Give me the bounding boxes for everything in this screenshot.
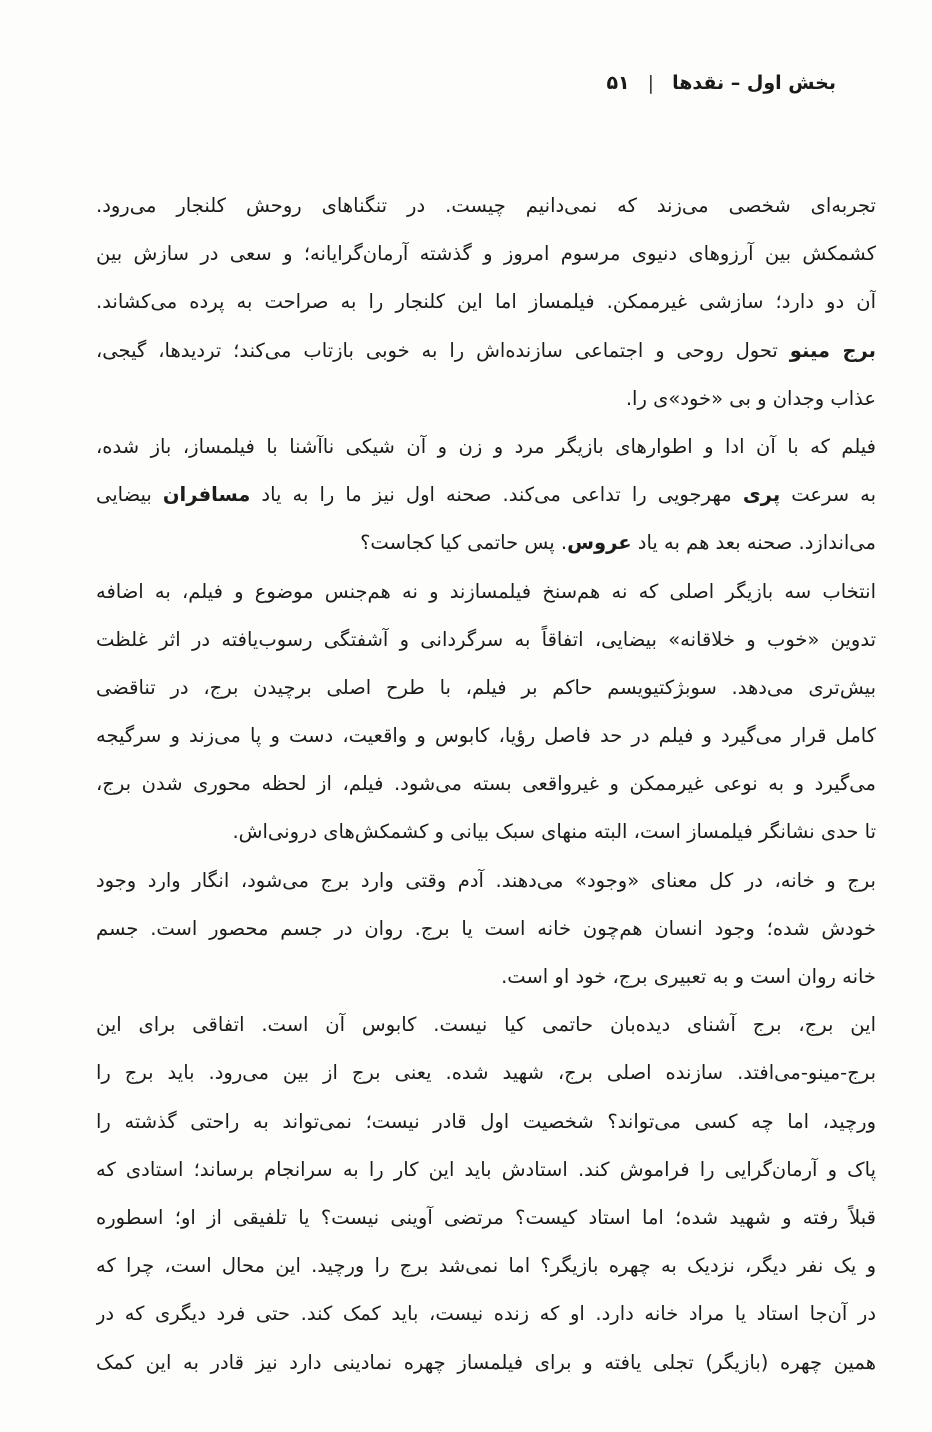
line-text: تا حدی نشانگر فیلمساز است، البته منهای سبک بیانی و کشمکش‌های درونی‌اش. [232,820,876,844]
text-line [96,1290,876,1338]
line-text: بیش‌تری می‌دهد. سوبژکتیویسم حاکم بر فیلم، با طرح اصلی برچیدن برج، در تناقضی [96,675,876,699]
text-line [96,230,876,278]
text-line [96,953,876,1001]
text-line [96,1049,876,1097]
line-text: خانه روان است و به تعبیری برج، خود او است. [501,965,876,988]
page-number: ۵۱ [606,72,630,94]
line-text: انتخاب سه بازیگر اصلی که نه هم‌سنخ فیلمسازند و نه هم‌جنس موضوع و فیلم، به اضافه [96,579,876,603]
line-text: همین چهره (بازیگر) تجلی یافته و برای فیلمساز چهره نمادینی دارد نیز قادر به این کمک [96,1350,876,1374]
text-line [96,1242,876,1290]
line-text: می‌گیرد و به نوعی غیرممکن و غیرواقعی بسته می‌شود. فیلم، از لحظه محوری شدن برج، [96,772,876,796]
header-separator: | [647,72,655,94]
text-line [96,327,876,375]
text-line [96,1146,876,1194]
text-line [96,375,876,423]
text-line [96,1001,876,1049]
text-line [96,1339,876,1387]
bold-title: برج مینو [789,338,876,362]
line-text: کامل قرار می‌گیرد و فیلم در حد فاصل رؤیا، کابوس و واقعیت، دست و پا می‌زند و سرگیجه [96,724,876,748]
line-text: پاک و آرمان‌گرایی را فراموش کند. استادش باید این کار را به سرانجام برساند؛ استادی که [96,1157,876,1181]
text-line [96,423,876,471]
line-text: برج و خانه، در کل معنای «وجود» می‌دهند. آدم وقتی وارد برج می‌شود، انگار وارد وجود [96,868,876,892]
text-line [96,712,876,760]
text-line [96,182,876,230]
line-text: می‌اندازد. صحنه بعد هم به یاد [631,531,876,555]
line-text: تدوین «خوب و خلاقانه» بیضایی، اتفاقاً به سرگردانی و آشفتگی رسوب‌یافته در اثر غلظت [96,627,876,651]
line-text: تجربه‌ای شخصی می‌زند که نمی‌دانیم چیست. در تنگناهای روحش کلنجار می‌رود. [96,194,876,217]
line-text: قبلاً رفته و شهید شده؛ اما استاد کیست؟ مرتضی آوینی نیست؟ یا تلفیقی از او؛ اسطوره [96,1205,876,1229]
bold-title: مسافران [162,483,251,507]
line-text: بیضایی [96,483,163,507]
text-line [96,616,876,664]
text-line [96,471,876,519]
text-line [96,1194,876,1242]
line-text: مهرجویی را تداعی می‌کند. صحنه اول نیز ما را به یاد [250,483,743,507]
line-text: به سرعت [780,483,876,507]
line-text: در آن‌جا استاد یا مراد خانه دارد. او که زنده نیست، باید کمک کند. حتی فرد دیگری که در [96,1302,876,1326]
line-text: این برج، برج آشنای دیده‌بان حاتمی کیا نیست. کابوس آن است. اتفاقی برای این [96,1013,876,1037]
bold-title: پری [742,483,781,507]
line-text: ورچید، اما چه کسی می‌تواند؟ شخصیت اول قادر نیست؛ نمی‌تواند به راحتی گذشته را [96,1109,876,1133]
text-line [96,519,876,567]
line-text: عذاب وجدان و بی «خود»ی را. [625,386,876,410]
line-text: آن دو دارد؛ سازشی غیرممکن. فیلمساز اما این کلنجار را به صراحت به پرده می‌کشاند. [96,290,876,314]
line-text: کشمکش بین آرزوهای دنیوی مرسوم امروز و گذشته آرمان‌گرایانه؛ و سعی در سازش بین [96,242,876,266]
running-header [606,72,836,94]
text-line [96,905,876,953]
section-title: بخش اول – نقدها [672,72,836,94]
text-line [96,808,876,856]
text-line [96,664,876,712]
line-text: تحول روحی و اجتماعی سازنده‌اش را به خوبی بازتاب می‌کند؛ تردیدها، گیجی، [96,338,790,362]
line-text: فیلم که با آن ادا و اطوارهای بازیگر مرد و زن و آن شیکی ناآشنا با فیلمساز، باز شده، [96,434,876,458]
line-text: . پس حاتمی کیا کجاست؟ [360,531,568,555]
text-line [96,278,876,326]
text-line [96,760,876,808]
bold-title: عروس [567,531,632,555]
text-line [96,568,876,616]
line-text: خودش شده؛ وجود انسان هم‌چون خانه است یا برج. روان در جسم محصور است. جسم [96,916,876,940]
line-text: و یک نفر دیگر، نزدیک به چهره بازیگر؟ اما نمی‌شد برج را ورچید. این محال است، چرا که [96,1254,876,1278]
text-line [96,857,876,905]
line-text: برج-مینو-می‌افتد. سازنده اصلی برج، شهید شده. یعنی برج از بین می‌رود. باید برج را [96,1061,876,1085]
body-text [96,182,876,1387]
text-line [96,1098,876,1146]
